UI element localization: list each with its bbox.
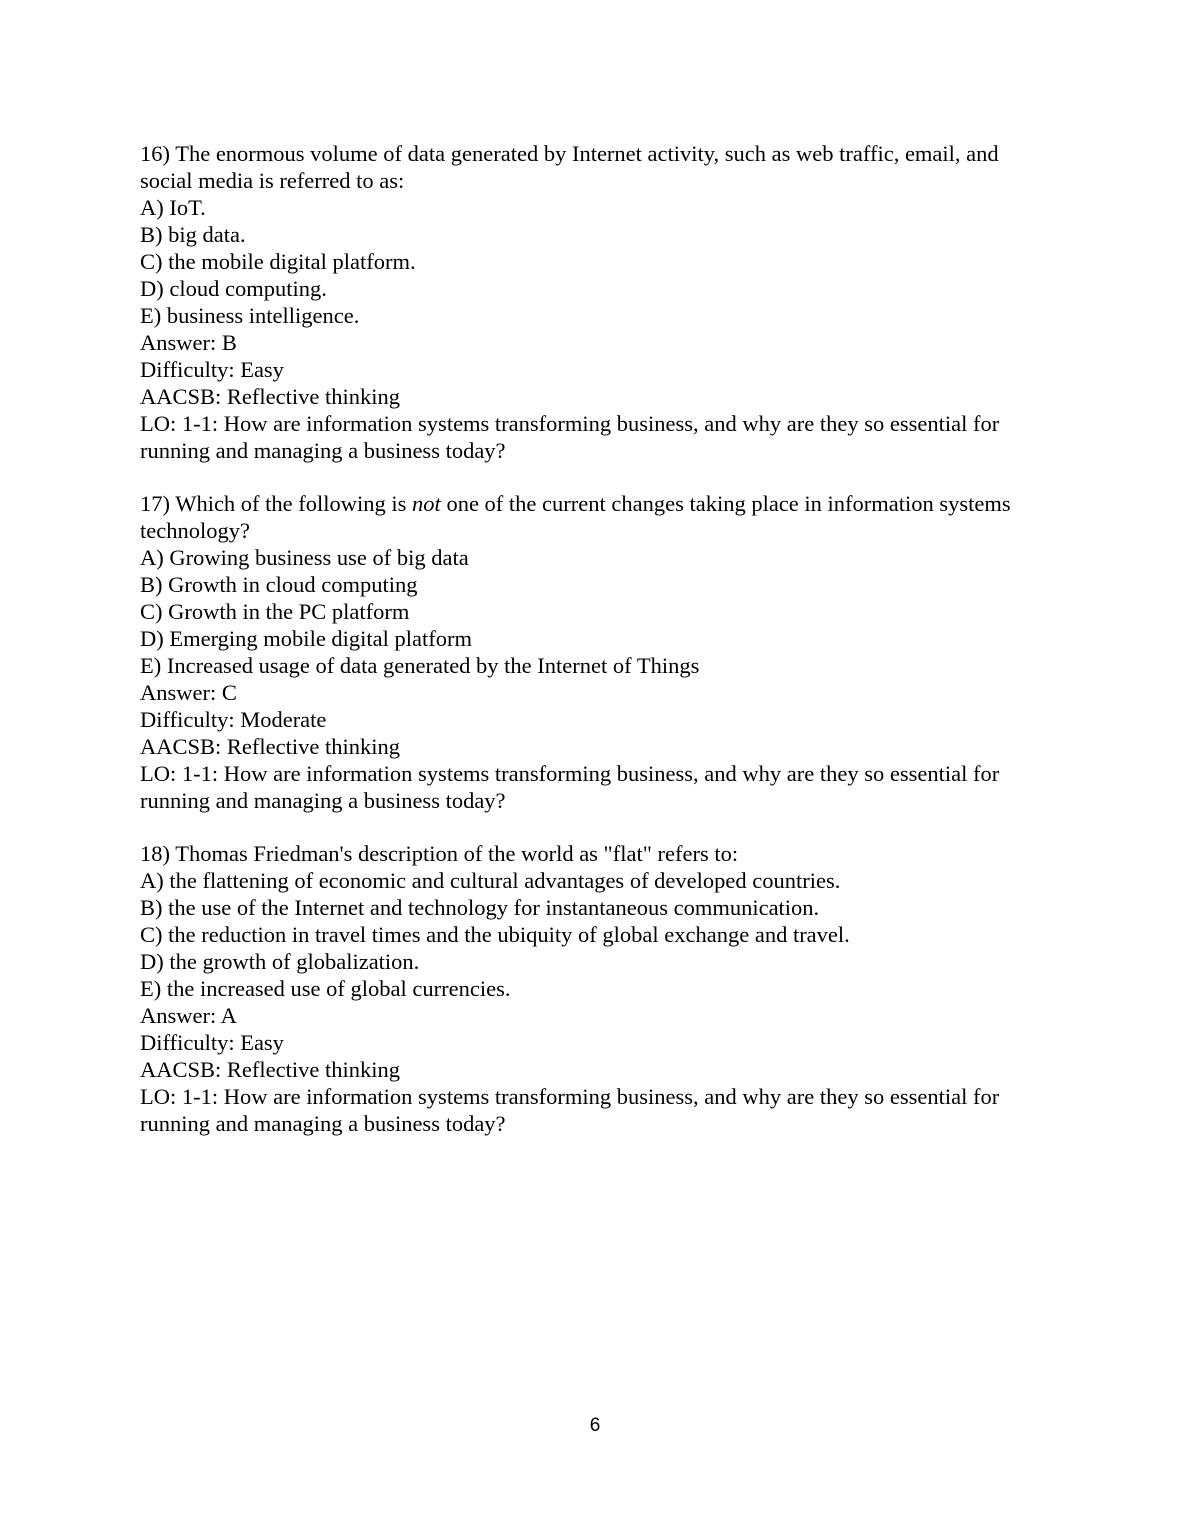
question-stem: 16) The enormous volume of data generated by Internet activity, such as web traffic, email, and social media is referred to as: (140, 141, 999, 193)
question-stem-emphasis: not (412, 491, 441, 516)
difficulty: Difficulty: Moderate (140, 707, 327, 732)
option-b: B) Growth in cloud computing (140, 572, 418, 597)
option-d: D) cloud computing. (140, 276, 327, 301)
page-number: 6 (589, 1415, 601, 1436)
difficulty: Difficulty: Easy (140, 1030, 284, 1055)
option-b: B) big data. (140, 222, 246, 247)
option-d: D) the growth of globalization. (140, 949, 420, 974)
learning-objective: LO: 1-1: How are information systems transforming business, and why are they so essential for running and managing a business today? (140, 411, 1000, 463)
option-e: E) business intelligence. (140, 303, 360, 328)
aacsb: AACSB: Reflective thinking (140, 384, 400, 409)
question-list (140, 140, 1050, 1163)
option-d: D) Emerging mobile digital platform (140, 626, 473, 651)
aacsb: AACSB: Reflective thinking (140, 734, 400, 759)
option-c: C) Growth in the PC platform (140, 599, 410, 624)
learning-objective: LO: 1-1: How are information systems transforming business, and why are they so essential for running and managing a business today? (140, 761, 1000, 813)
question-stem (140, 490, 1050, 544)
learning-objective: LO: 1-1: How are information systems transforming business, and why are they so essential for running and managing a business today? (140, 1084, 1000, 1136)
question-17 (140, 490, 1050, 814)
answer: Answer: C (140, 680, 237, 705)
answer: Answer: B (140, 330, 237, 355)
option-c: C) the reduction in travel times and the ubiquity of global exchange and travel. (140, 922, 850, 947)
question-stem: 18) Thomas Friedman's description of the world as "flat" refers to: (140, 841, 739, 866)
question-stem-start: 17) Which of the following is (140, 491, 413, 516)
question-18 (140, 840, 1050, 1137)
option-b: B) the use of the Internet and technology for instantaneous communication. (140, 895, 820, 920)
question-stem-end: one of the current changes taking place in information systems technology? (140, 491, 1011, 543)
question-16 (140, 140, 1050, 464)
option-a: A) IoT. (140, 195, 206, 220)
option-a: A) the flattening of economic and cultural advantages of developed countries. (140, 868, 841, 893)
answer: Answer: A (140, 1003, 237, 1028)
option-c: C) the mobile digital platform. (140, 249, 416, 274)
option-e: E) Increased usage of data generated by the Internet of Things (140, 653, 700, 678)
option-e: E) the increased use of global currencies. (140, 976, 511, 1001)
option-a: A) Growing business use of big data (140, 545, 469, 570)
difficulty: Difficulty: Easy (140, 357, 284, 382)
aacsb: AACSB: Reflective thinking (140, 1057, 400, 1082)
